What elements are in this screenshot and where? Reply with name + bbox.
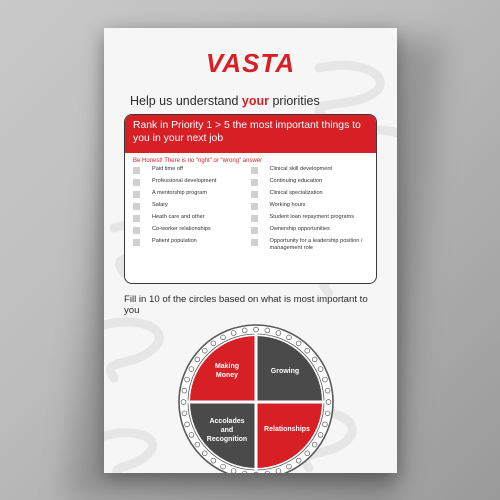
- ranking-option[interactable]: [133, 190, 251, 202]
- rank-checkbox[interactable]: [133, 179, 140, 186]
- fill-in-circle[interactable]: [185, 422, 190, 427]
- vasta-logo: VASTA: [205, 48, 296, 78]
- fill-in-circle[interactable]: [305, 348, 310, 353]
- option-label: Professional development: [152, 178, 217, 184]
- label-making-money-line: Making: [214, 363, 240, 370]
- fill-in-circle[interactable]: [189, 367, 194, 372]
- option-label: Student loan repayment programs: [269, 214, 355, 220]
- ranking-options-right: [251, 166, 369, 256]
- ranking-option[interactable]: [251, 166, 369, 178]
- label-relationships: Relationships: [264, 426, 310, 433]
- ranking-options-left: [133, 166, 251, 256]
- rank-checkbox[interactable]: [133, 203, 140, 210]
- fill-in-circle[interactable]: [325, 411, 330, 416]
- option-label: Heath care and other: [152, 214, 205, 220]
- option-label: Paid time off: [152, 166, 183, 172]
- option-label: Co-worker relationships: [152, 226, 211, 232]
- option-label: Ownership opportunities: [269, 226, 330, 232]
- fill-in-circle[interactable]: [182, 411, 187, 416]
- fill-in-circle[interactable]: [182, 388, 187, 393]
- fill-in-circle[interactable]: [221, 464, 226, 469]
- option-label: Continuing education: [269, 178, 323, 184]
- ranking-option[interactable]: [251, 238, 369, 256]
- option-label: Patient population: [152, 238, 197, 244]
- fill-in-circle[interactable]: [185, 377, 190, 382]
- fill-in-circle[interactable]: [202, 348, 207, 353]
- fill-in-circle[interactable]: [189, 433, 194, 438]
- rank-checkbox[interactable]: [133, 215, 140, 222]
- fill-in-circle[interactable]: [323, 377, 328, 382]
- rank-checkbox[interactable]: [251, 191, 258, 198]
- priority-wheel: [177, 323, 335, 473]
- rank-checkbox[interactable]: [133, 227, 140, 234]
- quadrant-accolades-recognition[interactable]: [190, 402, 256, 468]
- ranking-option[interactable]: [251, 214, 369, 226]
- label-accolades-line: Recognition: [206, 436, 248, 443]
- fill-in-circle[interactable]: [231, 469, 236, 473]
- fill-in-circle[interactable]: [195, 442, 200, 447]
- fill-in-circle[interactable]: [202, 451, 207, 456]
- fill-in-circle[interactable]: [312, 357, 317, 362]
- option-label: Clinical specialization: [269, 190, 323, 196]
- ranking-option[interactable]: [251, 226, 369, 238]
- fill-in-circle[interactable]: [276, 331, 281, 336]
- ranking-heading: Rank in Priority 1 > 5 the most important things to you in your next job: [125, 115, 376, 153]
- option-label: Salary: [152, 202, 168, 208]
- rank-checkbox[interactable]: [133, 167, 140, 174]
- rank-checkbox[interactable]: [251, 215, 258, 222]
- fill-in-circle[interactable]: [254, 327, 259, 332]
- rank-checkbox[interactable]: [251, 227, 258, 234]
- label-accolades-line: and: [220, 427, 234, 434]
- option-label: Clinical skill development: [269, 166, 332, 172]
- rank-checkbox[interactable]: [251, 167, 258, 174]
- fill-in-circle[interactable]: [181, 400, 186, 405]
- fill-in-circle[interactable]: [195, 357, 200, 362]
- label-accolades-line: Accolades: [209, 418, 245, 425]
- fill-in-circle[interactable]: [318, 367, 323, 372]
- rank-checkbox[interactable]: [251, 203, 258, 210]
- fill-in-circle[interactable]: [211, 458, 216, 463]
- ranking-options: [125, 166, 376, 256]
- option-label: Opportunity for a leadership position / management role: [269, 238, 363, 251]
- ranking-option[interactable]: [133, 166, 251, 178]
- headline-suffix: priorities: [268, 94, 320, 108]
- headline-highlight: your: [241, 94, 269, 108]
- option-label: Working hours: [269, 202, 306, 208]
- fill-in-circle[interactable]: [296, 458, 301, 463]
- fill-in-circle[interactable]: [242, 328, 247, 333]
- rank-checkbox[interactable]: [133, 239, 140, 246]
- fill-question: Fill in 10 of the circles based on what is most important to you: [124, 294, 368, 316]
- rank-checkbox[interactable]: [133, 191, 140, 198]
- fill-in-circle[interactable]: [296, 341, 301, 346]
- ranking-option[interactable]: [251, 190, 369, 202]
- fill-in-circle[interactable]: [325, 388, 330, 393]
- fill-in-circle[interactable]: [305, 451, 310, 456]
- fill-in-circle[interactable]: [231, 331, 236, 336]
- fill-in-circle[interactable]: [211, 341, 216, 346]
- fill-in-circle[interactable]: [318, 433, 323, 438]
- quadrant-relationships[interactable]: [256, 402, 322, 468]
- ranking-option[interactable]: [133, 238, 251, 250]
- label-making-money-line: Money: [215, 372, 239, 379]
- fill-in-circle[interactable]: [221, 335, 226, 340]
- fill-in-circle[interactable]: [276, 469, 281, 473]
- ranking-option[interactable]: [133, 202, 251, 214]
- rank-checkbox[interactable]: [251, 179, 258, 186]
- option-label: A mentorship program: [152, 190, 208, 196]
- fill-in-circle[interactable]: [265, 471, 270, 473]
- fill-in-circle[interactable]: [287, 464, 292, 469]
- ranking-option[interactable]: [251, 202, 369, 214]
- ranking-option[interactable]: [133, 178, 251, 190]
- ranking-option[interactable]: [251, 178, 369, 190]
- fill-in-circle[interactable]: [323, 422, 328, 427]
- rank-checkbox[interactable]: [251, 239, 258, 246]
- ranking-option[interactable]: [133, 214, 251, 226]
- fill-in-circle[interactable]: [287, 335, 292, 340]
- ranking-box: [124, 114, 377, 284]
- headline-prefix: Help us understand: [130, 94, 242, 108]
- fill-in-circle[interactable]: [242, 471, 247, 473]
- fill-in-circle[interactable]: [265, 328, 270, 333]
- survey-card: [104, 28, 397, 473]
- ranking-option[interactable]: [133, 226, 251, 238]
- fill-in-circle[interactable]: [326, 400, 331, 405]
- honesty-note: Be Honest! There is no "right" or "wrong" answer: [133, 158, 263, 164]
- label-growing: Growing: [270, 368, 300, 375]
- fill-in-circle[interactable]: [312, 442, 317, 447]
- page-headline: [130, 94, 320, 108]
